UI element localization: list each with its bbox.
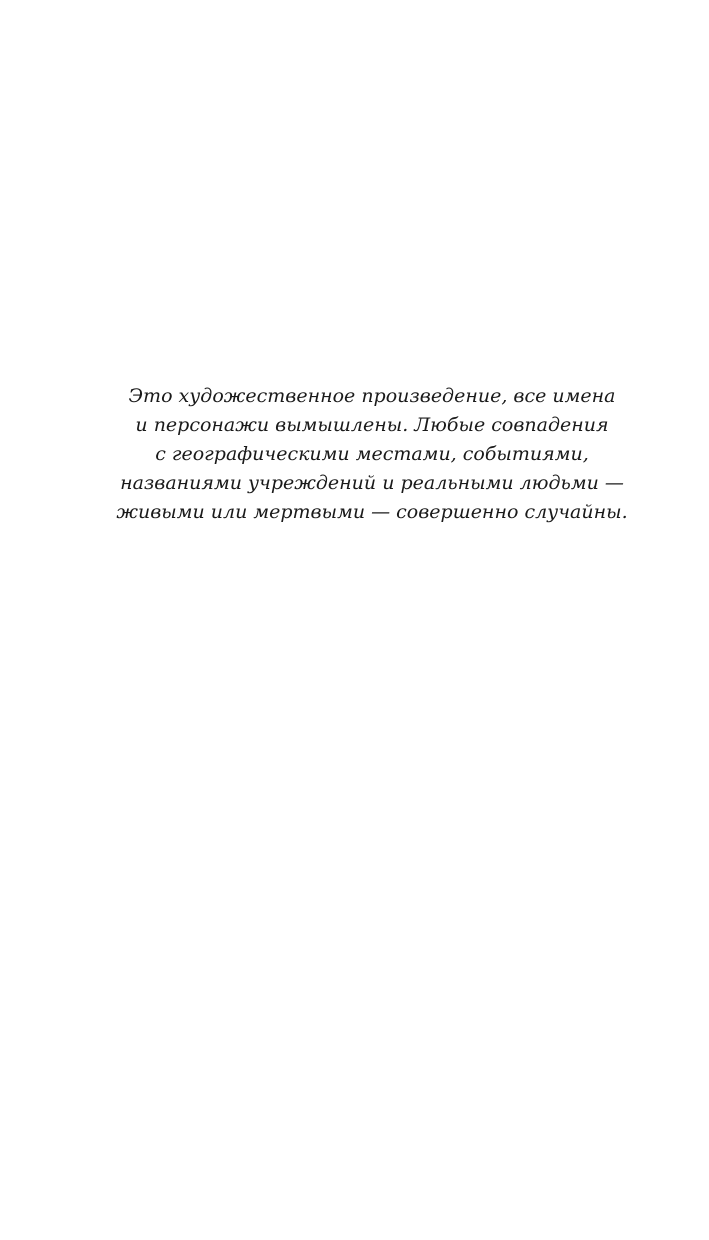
disclaimer-line-3: с географическими местами, событиями, <box>155 443 589 465</box>
disclaimer-line-1: Это художественное произведение, все имена <box>128 385 616 407</box>
disclaimer-line-5: живыми или мертвыми — совершенно случайны. <box>116 501 628 523</box>
disclaimer-line-2: и персонажи вымышлены. Любые совпадения <box>135 414 609 436</box>
disclaimer-line-4: названиями учреждений и реальными людьми — <box>120 472 624 494</box>
fiction-disclaimer <box>0 382 709 527</box>
